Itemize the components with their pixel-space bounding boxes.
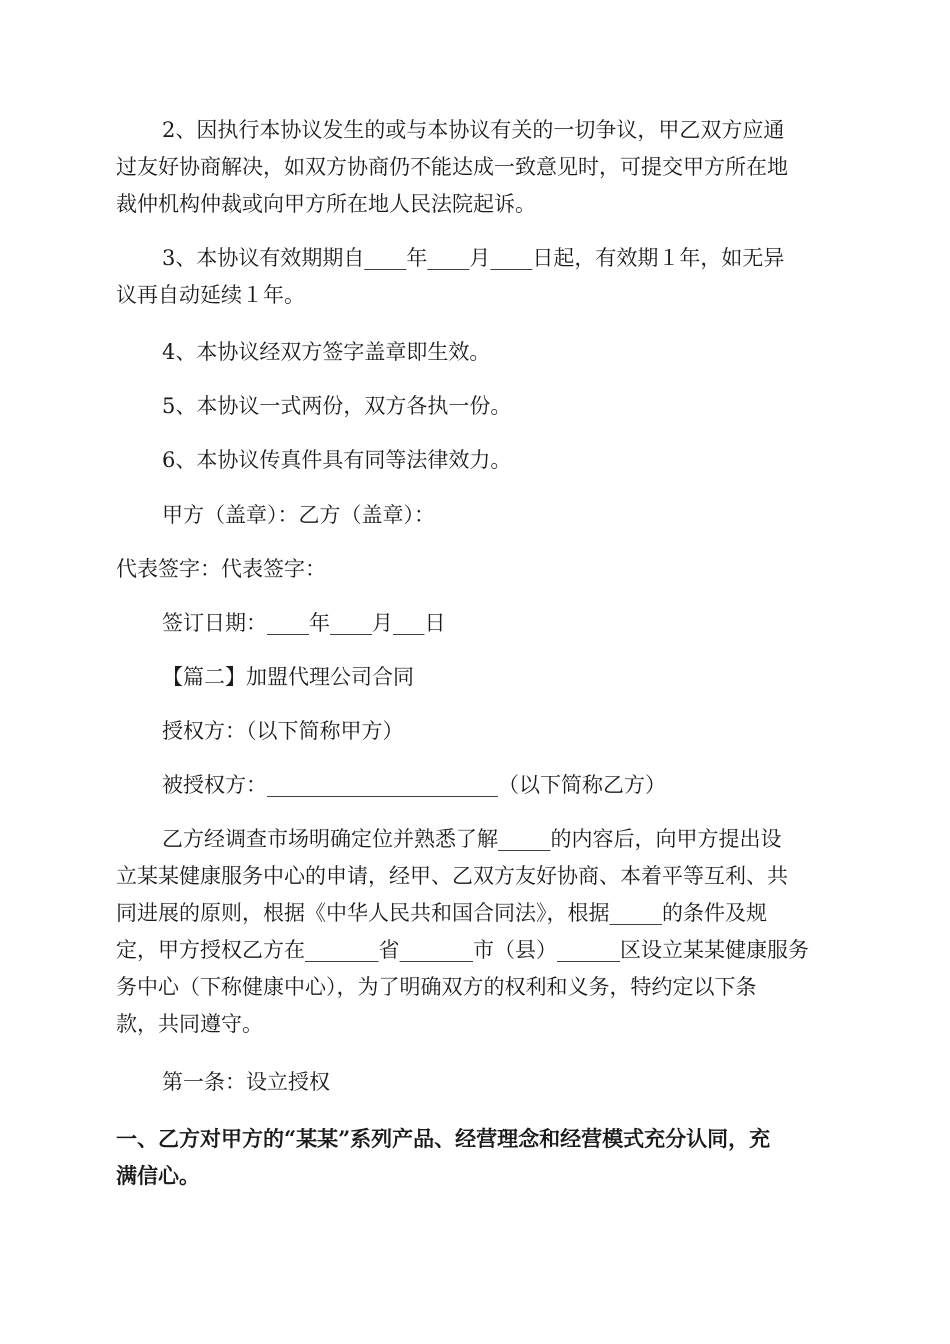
preamble-paragraph: [116, 821, 878, 1043]
text-line: 签订日期：____年____月___日: [162, 611, 446, 635]
text-line: 甲方（盖章）：乙方（盖章）：: [162, 503, 435, 527]
text-line: 裁仲机构仲裁或向甲方所在地人民法院起诉。: [116, 192, 536, 216]
text-line: 立某某健康服务中心的申请，经甲、乙双方友好协商、本着平等互利、共: [116, 864, 788, 888]
article-1-item-1: [116, 1120, 832, 1194]
text-line: 2、因执行本协议发生的或与本协议有关的一切争议，甲乙双方应通: [162, 118, 785, 142]
text-line: 3、本协议有效期期自____年____月____日起，有效期１年，如无异: [162, 246, 785, 270]
grantor-line: [116, 713, 878, 750]
text-line: 务中心（下称健康中心），为了明确双方的权利和义务，特约定以下条: [116, 975, 757, 999]
text-line: 一、乙方对甲方的“某某”系列产品、经营理念和经营模式充分认同，充: [116, 1126, 771, 1151]
clause-5-copies: [116, 388, 878, 425]
text-line: 定，甲方授权乙方在_______省_______市（县）______区设立某某健康服务: [116, 938, 809, 962]
clause-4-effective: [116, 334, 878, 371]
text-line: 代表签字：代表签字：: [116, 557, 326, 581]
text-line: 第一条：设立授权: [162, 1070, 330, 1094]
text-line: 授权方：（以下简称甲方）: [162, 719, 404, 743]
party-seal-line: [116, 497, 878, 534]
text-line: 过友好协商解决，如双方协商仍不能达成一致意见时，可提交甲方所在地: [116, 155, 788, 179]
text-line: 满信心。: [116, 1163, 200, 1188]
text-line: 4、本协议经双方签字盖章即生效。: [162, 340, 491, 364]
grantee-line: [116, 767, 878, 804]
clause-6-fax-validity: [116, 442, 878, 479]
article-1-heading: [116, 1064, 878, 1101]
signing-date-line: [116, 605, 878, 642]
text-line: 【篇二】加盟代理公司合同: [162, 665, 414, 689]
representative-signature-line: [116, 551, 832, 588]
text-line: 6、本协议传真件具有同等法律效力。: [162, 448, 512, 472]
clause-3-validity-period: [116, 240, 878, 314]
section-heading: [116, 659, 878, 696]
clause-2-dispute-resolution: [116, 112, 878, 223]
text-line: 被授权方：______________________（以下简称乙方）: [162, 773, 666, 797]
text-line: 同进展的原则，根据《中华人民共和国合同法》，根据_____的条件及规: [116, 901, 767, 925]
text-line: 款，共同遵守。: [116, 1012, 263, 1036]
text-line: 议再自动延续１年。: [116, 283, 305, 307]
text-line: 乙方经调查市场明确定位并熟悉了解_____的内容后，向甲方提出设: [162, 827, 782, 851]
text-line: 5、本协议一式两份，双方各执一份。: [162, 394, 512, 418]
